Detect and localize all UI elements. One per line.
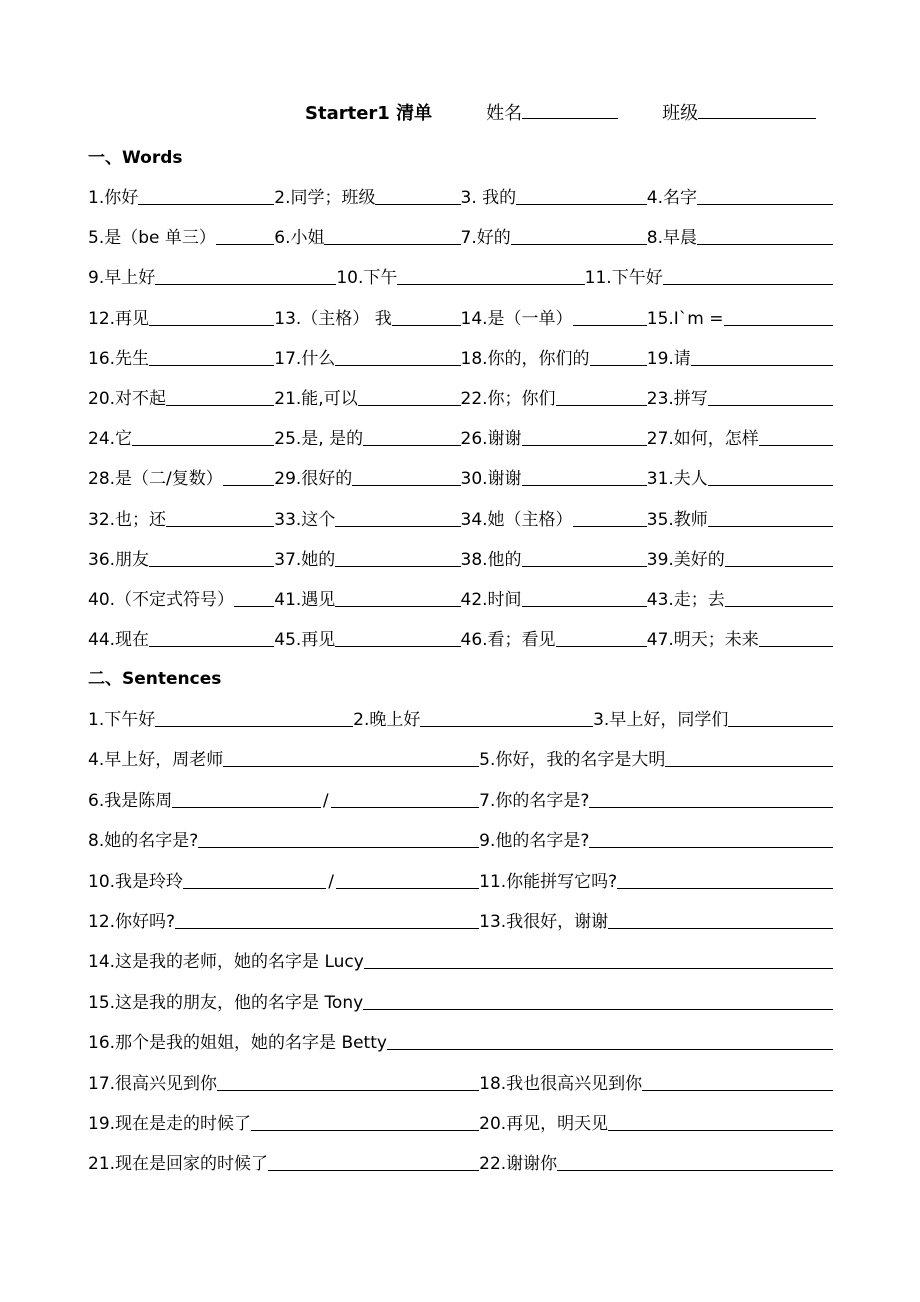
words-heading: 一、Words xyxy=(88,148,183,168)
answer-blank[interactable] xyxy=(642,1089,833,1091)
word-item xyxy=(274,585,460,610)
word-item xyxy=(461,223,647,248)
word-item xyxy=(274,384,460,409)
word-prompt: 23.拼写 xyxy=(646,389,708,409)
sentence-row xyxy=(88,1064,833,1094)
answer-blank[interactable] xyxy=(155,725,353,727)
slash-separator: / xyxy=(328,871,334,892)
word-prompt: 2.同学；班级 xyxy=(274,188,376,208)
word-prompt: 46.看；看见 xyxy=(460,630,556,651)
sentence-row xyxy=(88,781,833,811)
answer-blank[interactable] xyxy=(183,887,326,889)
word-item xyxy=(461,344,647,369)
sentence-prompt: 16.那个是我的姐姐，她的名字是 Betty xyxy=(88,1033,387,1054)
word-prompt: 17.什么 xyxy=(274,348,336,369)
word-item xyxy=(585,263,833,288)
word-prompt: 30.谢谢 xyxy=(460,469,522,490)
word-prompt: 9.早上好 xyxy=(88,268,156,289)
word-prompt: 6.小姐 xyxy=(274,228,325,249)
word-item xyxy=(88,263,336,288)
sentence-prompt: 19.现在是走的时候了 xyxy=(88,1114,252,1134)
answer-blank[interactable] xyxy=(522,605,647,607)
answer-blank[interactable] xyxy=(234,605,274,607)
sentence-row xyxy=(88,740,833,770)
answer-blank[interactable] xyxy=(691,364,833,366)
answer-blank[interactable] xyxy=(589,846,833,848)
sentence-prompt: 11.你能拼写它吗? xyxy=(479,871,618,892)
word-item xyxy=(647,464,833,489)
word-item xyxy=(274,545,460,570)
answer-blank[interactable] xyxy=(387,1048,833,1050)
sentence-prompt: 12.你好吗? xyxy=(88,912,176,932)
name-label: 姓名 xyxy=(486,103,523,124)
word-row xyxy=(88,339,833,369)
sentence-item xyxy=(88,1069,479,1094)
answer-blank[interactable] xyxy=(516,203,647,205)
answer-blank[interactable] xyxy=(335,364,460,366)
answer-blank[interactable] xyxy=(335,645,460,647)
word-item xyxy=(647,183,833,208)
sentence-item xyxy=(479,1109,833,1134)
word-row xyxy=(88,178,833,208)
sentence-item xyxy=(88,1149,479,1174)
sentence-item xyxy=(88,826,479,851)
answer-blank[interactable] xyxy=(352,484,460,486)
word-item xyxy=(647,384,833,409)
class-blank[interactable] xyxy=(698,100,816,119)
sentence-row xyxy=(88,1023,833,1053)
answer-blank[interactable] xyxy=(363,1008,833,1010)
word-item xyxy=(274,344,460,369)
sentence-prompt: 6.我是陈周 xyxy=(88,790,173,811)
word-item xyxy=(88,585,274,610)
word-prompt: 29.很好的 xyxy=(274,469,353,490)
answer-blank[interactable] xyxy=(198,846,479,848)
sentence-prompt: 7.你的名字是? xyxy=(479,790,590,811)
word-prompt: 44.现在 xyxy=(88,630,150,651)
sentence-row xyxy=(88,862,833,892)
sentence-prompt: 20.再见，明天见 xyxy=(479,1114,609,1134)
word-item xyxy=(88,183,274,208)
sentence-prompt: 18.我也很高兴见到你 xyxy=(479,1073,643,1094)
split-answer xyxy=(183,872,479,892)
word-item xyxy=(88,384,274,409)
word-row xyxy=(88,299,833,329)
answer-blank[interactable] xyxy=(335,565,460,567)
sentence-item xyxy=(88,947,833,972)
sentence-prompt: 1.下午好 xyxy=(88,710,156,730)
answer-blank[interactable] xyxy=(251,1129,479,1131)
sentence-prompt: 15.这是我的朋友，他的名字是 Tony xyxy=(88,992,364,1013)
word-prompt: 39.美好的 xyxy=(646,549,725,570)
sentence-prompt: 5.你好，我的名字是大明 xyxy=(479,750,666,771)
word-prompt: 25.是, 是的 xyxy=(274,429,364,450)
answer-blank[interactable] xyxy=(336,887,479,889)
answer-blank[interactable] xyxy=(708,484,833,486)
sentence-prompt: 21.现在是回家的时候了 xyxy=(88,1154,269,1175)
word-prompt: 4.名字 xyxy=(646,188,697,208)
answer-blank[interactable] xyxy=(268,1169,479,1171)
word-prompt: 12.再见 xyxy=(88,308,150,329)
answer-blank[interactable] xyxy=(175,927,479,929)
word-prompt: 11.下午好 xyxy=(584,268,663,289)
sentence-item xyxy=(88,745,479,770)
answer-blank[interactable] xyxy=(697,243,833,245)
answer-blank[interactable] xyxy=(335,605,460,607)
word-item xyxy=(647,625,833,650)
answer-blank[interactable] xyxy=(725,605,833,607)
word-item xyxy=(647,309,833,329)
answer-blank[interactable] xyxy=(216,243,274,245)
sentence-item xyxy=(88,1109,479,1134)
word-item xyxy=(274,625,460,650)
word-row xyxy=(88,459,833,489)
word-prompt: 19.请 xyxy=(646,348,691,369)
word-item xyxy=(461,585,647,610)
sentence-item xyxy=(353,705,593,730)
word-prompt: 47.明天；未来 xyxy=(646,630,759,651)
sentence-prompt: 2.晚上好 xyxy=(353,710,421,730)
word-prompt: 27.如何，怎样 xyxy=(646,429,759,450)
word-prompt: 10.下午 xyxy=(336,268,398,289)
word-prompt: 36.朋友 xyxy=(88,549,150,570)
word-item xyxy=(647,424,833,449)
title-row xyxy=(305,99,816,127)
answer-blank[interactable] xyxy=(397,283,584,285)
answer-blank[interactable] xyxy=(725,565,833,567)
answer-blank[interactable] xyxy=(663,283,833,285)
word-item xyxy=(274,183,460,208)
word-row xyxy=(88,500,833,530)
word-prompt: 45.再见 xyxy=(274,630,336,651)
word-item xyxy=(461,464,647,489)
answer-blank[interactable] xyxy=(522,444,647,446)
answer-blank[interactable] xyxy=(149,645,274,647)
word-item xyxy=(274,464,460,489)
word-prompt: 3. 我的 xyxy=(460,188,517,208)
answer-blank[interactable] xyxy=(608,927,833,929)
word-item xyxy=(647,223,833,248)
word-prompt: 37.她的 xyxy=(274,549,336,570)
word-prompt: 13.（主格） 我 xyxy=(274,308,392,329)
word-item xyxy=(461,384,647,409)
answer-blank[interactable] xyxy=(132,444,274,446)
page-title: Starter1 清单 xyxy=(305,103,433,124)
word-prompt: 21.能,可以 xyxy=(274,389,358,409)
answer-blank[interactable] xyxy=(522,565,647,567)
word-prompt: 1.你好 xyxy=(88,188,139,208)
sentence-item xyxy=(88,705,353,730)
sentence-item xyxy=(479,1149,833,1174)
answer-blank[interactable] xyxy=(697,203,833,205)
answer-blank[interactable] xyxy=(217,1089,479,1091)
sentence-prompt: 14.这是我的老师，她的名字是 Lucy xyxy=(88,952,364,973)
word-prompt: 14.是（一单） xyxy=(460,308,573,329)
split-answer xyxy=(172,791,479,811)
class-label: 班级 xyxy=(662,103,699,124)
word-row xyxy=(88,379,833,409)
answer-blank[interactable] xyxy=(556,645,647,647)
word-item xyxy=(274,304,460,329)
answer-blank[interactable] xyxy=(358,404,461,406)
sentence-item xyxy=(593,705,833,730)
word-prompt: 24.它 xyxy=(88,429,133,450)
word-item xyxy=(647,344,833,369)
answer-blank[interactable] xyxy=(149,324,274,326)
sentence-prompt: 13.我很好，谢谢 xyxy=(479,912,609,932)
word-item xyxy=(461,545,647,570)
word-row xyxy=(88,419,833,449)
word-prompt: 8.早晨 xyxy=(646,228,697,249)
sentence-item xyxy=(479,826,833,851)
answer-blank[interactable] xyxy=(335,525,460,527)
sentence-prompt: 8.她的名字是? xyxy=(88,831,199,852)
word-prompt: 38.他的 xyxy=(460,549,522,570)
word-item xyxy=(461,304,647,329)
answer-blank[interactable] xyxy=(392,324,461,326)
word-item xyxy=(274,505,460,530)
word-item xyxy=(647,505,833,530)
word-prompt: 41.遇见 xyxy=(274,590,336,610)
word-item xyxy=(88,344,274,369)
answer-blank[interactable] xyxy=(590,364,647,366)
sentence-item xyxy=(479,907,833,932)
word-prompt: 33.这个 xyxy=(274,509,336,530)
answer-blank[interactable] xyxy=(724,324,833,326)
answer-blank[interactable] xyxy=(708,525,833,527)
word-prompt: 34.她（主格） xyxy=(460,509,573,530)
answer-blank[interactable] xyxy=(573,324,647,326)
answer-blank[interactable] xyxy=(522,484,647,486)
word-item xyxy=(336,263,584,288)
word-item xyxy=(461,625,647,650)
word-item xyxy=(647,585,833,610)
word-prompt: 28.是（二/复数） xyxy=(88,469,223,490)
word-prompt: 18.你的，你们的 xyxy=(460,348,590,369)
word-prompt: 22.你；你们 xyxy=(460,389,556,409)
answer-blank[interactable] xyxy=(149,565,274,567)
answer-blank[interactable] xyxy=(759,444,833,446)
word-item xyxy=(88,304,274,329)
sentence-item xyxy=(479,786,833,811)
sentence-row xyxy=(88,1104,833,1134)
word-prompt: 26.谢谢 xyxy=(460,429,522,450)
answer-blank[interactable] xyxy=(149,364,274,366)
sentence-item xyxy=(88,1028,833,1053)
sentence-item xyxy=(88,907,479,932)
answer-blank[interactable] xyxy=(556,404,647,406)
sentence-prompt: 3.早上好，同学们 xyxy=(593,710,729,730)
word-prompt: 35.教师 xyxy=(646,509,708,530)
answer-blank[interactable] xyxy=(728,725,833,727)
sentence-item xyxy=(479,745,833,770)
sentence-row xyxy=(88,1144,833,1174)
sentence-item xyxy=(88,786,479,811)
sentence-row xyxy=(88,983,833,1013)
word-item xyxy=(88,505,274,530)
slash-separator: / xyxy=(322,790,329,811)
word-row xyxy=(88,620,833,650)
answer-blank[interactable] xyxy=(665,765,833,767)
sentence-item xyxy=(479,1069,833,1094)
answer-blank[interactable] xyxy=(364,967,833,969)
word-prompt: 40.（不定式符号） xyxy=(88,590,235,610)
word-row xyxy=(88,540,833,570)
answer-blank[interactable] xyxy=(172,806,321,808)
word-item xyxy=(88,424,274,449)
answer-blank[interactable] xyxy=(511,243,647,245)
name-blank[interactable] xyxy=(522,100,618,119)
word-item xyxy=(88,464,274,489)
word-prompt: 42.时间 xyxy=(460,590,522,610)
word-prompt: 5.是（be 单三） xyxy=(88,228,216,249)
answer-blank[interactable] xyxy=(608,1129,833,1131)
word-prompt: 7.好的 xyxy=(460,228,511,249)
sentence-prompt: 9.他的名字是? xyxy=(479,831,590,852)
sentence-prompt: 22.谢谢你 xyxy=(479,1154,558,1175)
word-item xyxy=(274,223,460,248)
answer-blank[interactable] xyxy=(589,806,833,808)
answer-blank[interactable] xyxy=(331,806,480,808)
answer-blank[interactable] xyxy=(166,404,274,406)
sentences-heading: 二、Sentences xyxy=(88,669,222,689)
answer-blank[interactable] xyxy=(138,203,274,205)
word-item xyxy=(274,424,460,449)
answer-blank[interactable] xyxy=(708,404,833,406)
word-row xyxy=(88,580,833,610)
word-prompt: 43.走；去 xyxy=(646,590,725,610)
word-item xyxy=(461,424,647,449)
answer-blank[interactable] xyxy=(420,725,593,727)
word-prompt: 16.先生 xyxy=(88,348,150,369)
answer-blank[interactable] xyxy=(759,645,833,647)
answer-blank[interactable] xyxy=(166,525,274,527)
sentence-row xyxy=(88,902,833,932)
word-item xyxy=(88,625,274,650)
word-prompt: 32.也；还 xyxy=(88,509,167,530)
answer-blank[interactable] xyxy=(155,283,336,285)
word-prompt: 31.夫人 xyxy=(646,469,708,490)
word-prompt: 20.对不起 xyxy=(88,389,167,409)
sentence-item xyxy=(88,988,833,1013)
sentence-prompt: 10.我是玲玲 xyxy=(88,871,184,892)
answer-blank[interactable] xyxy=(557,1169,833,1171)
answer-blank[interactable] xyxy=(375,203,460,205)
answer-blank[interactable] xyxy=(363,444,460,446)
word-row xyxy=(88,258,833,288)
sentence-row xyxy=(88,700,833,730)
answer-blank[interactable] xyxy=(223,484,274,486)
word-item xyxy=(88,545,274,570)
answer-blank[interactable] xyxy=(573,525,647,527)
sentence-item xyxy=(88,867,479,892)
word-item xyxy=(461,183,647,208)
answer-blank[interactable] xyxy=(617,887,833,889)
sentence-prompt: 17.很高兴见到你 xyxy=(88,1073,218,1094)
word-item xyxy=(88,223,274,248)
sentence-row xyxy=(88,942,833,972)
answer-blank[interactable] xyxy=(324,243,460,245)
word-prompt: 15.I`m = xyxy=(646,308,724,329)
word-item xyxy=(647,545,833,570)
answer-blank[interactable] xyxy=(223,765,479,767)
sentence-item xyxy=(479,867,833,892)
sentence-row xyxy=(88,821,833,851)
sentence-prompt: 4.早上好，周老师 xyxy=(88,750,224,771)
word-item xyxy=(461,505,647,530)
word-row xyxy=(88,218,833,248)
